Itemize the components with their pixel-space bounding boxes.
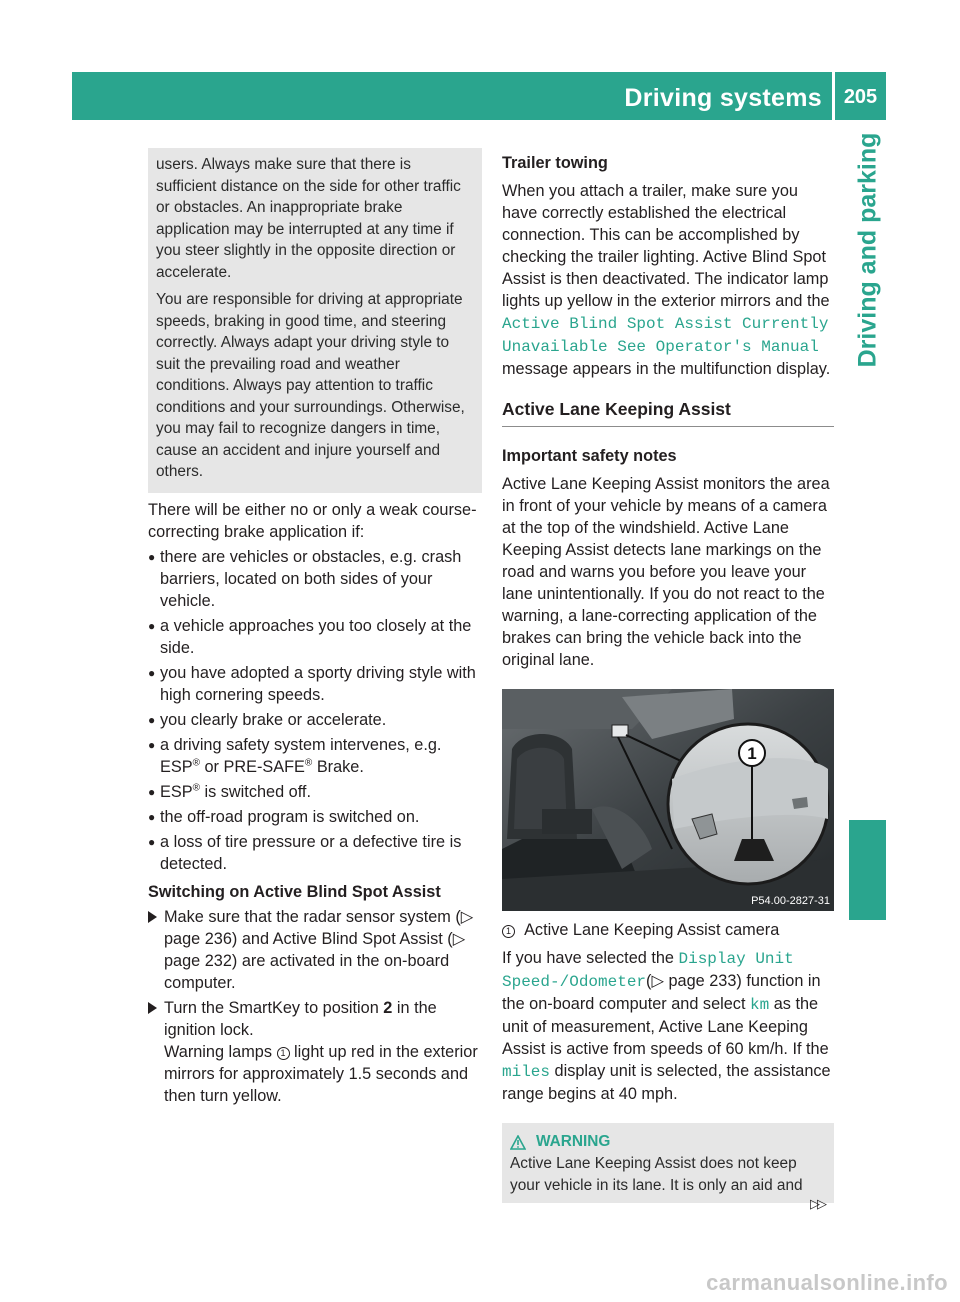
safety-notice-box — [148, 148, 482, 493]
list-item: ● there are vehicles or obstacles, e.g. crash barriers, located on both sides of your vehicle. — [148, 547, 462, 610]
list-item: ● the off-road program is switched on. — [148, 807, 420, 826]
camera-illustration — [502, 689, 834, 911]
units-paragraph: If you have selected the Display Unit Speed-/Odometer(▷ page 233) function in the on-board computer and select km as the unit of measurement, Active Lane Keeping Assist is active from speeds of 60 km/h. If the miles display unit is selected, the assistance range begins at 40 mph. — [502, 949, 831, 1103]
list-item: ● a loss of tire pressure or a defective tire is detected. — [148, 832, 462, 873]
callout-marker-icon: 1 — [277, 1047, 290, 1060]
callout-marker-icon: 1 — [502, 925, 515, 938]
bullet-icon: ● — [148, 549, 156, 564]
display-message: Active Blind Spot Assist Currently — [502, 315, 829, 333]
side-section-label: Driving and parking — [853, 132, 882, 368]
subsection-heading: Switching on Active Blind Spot Assist — [148, 882, 441, 901]
bullet-icon: ● — [148, 784, 156, 799]
bullet-icon: ● — [148, 834, 156, 849]
section-heading: Active Lane Keeping Assist — [502, 398, 834, 427]
display-message: Unavailable See Operator's Manual — [502, 338, 819, 356]
figure-caption: 1 Active Lane Keeping Assist camera — [502, 919, 834, 941]
left-column — [148, 148, 482, 1107]
subsection-heading: Trailer towing — [502, 154, 608, 172]
list-item: ● a driving safety system intervenes, e.g. ESP® or PRE-SAFE® Brake. — [148, 735, 442, 776]
list-item: ● ESP® is switched off. — [148, 782, 311, 801]
warning-heading: WARNING — [510, 1131, 826, 1153]
bullet-icon: ● — [148, 809, 156, 824]
trailer-paragraph: When you attach a trailer, make sure you have correctly established the electrical connection. This can be accomplished by checking the trailer lighting. Active Blind Spot Assist is then deactivated. The indicator lamp lights up yellow in the exterior mirrors and the Active Blind Spot Assist Currently Unavailable See Operator's Manual message appears in the multifunction display. — [502, 182, 831, 378]
list-item: ● a vehicle approaches you too closely at the side. — [148, 616, 472, 657]
bullet-icon: ● — [148, 712, 156, 727]
warning-triangle-icon — [510, 1135, 526, 1150]
intro-paragraph: There will be either no or only a weak course-correcting brake application if: — [148, 500, 477, 541]
page-title: Driving systems — [624, 84, 822, 112]
step-arrow-icon — [148, 911, 157, 923]
notice-paragraph: You are responsible for driving at appropriate speeds, braking in good time, and steering correctly. Always adapt your driving style to suit the prevailing road and weather conditions. Always pay attention to traffic conditions and your surroundings. Otherwise, you may fail to recognize dangers in time, cause an accident and injure yourself and others. — [156, 291, 465, 480]
right-column — [502, 152, 834, 1203]
side-tab-block — [849, 820, 886, 920]
notice-paragraph: users. Always make sure that there is sufficient distance on the side for other traffic or obstacles. An inappropriate brake application may be interrupted at any time if you steer slightly in the opposite direction or accelerate. — [156, 156, 461, 281]
bullet-icon: ● — [148, 665, 156, 680]
safety-paragraph: Active Lane Keeping Assist monitors the area in front of your vehicle by means of a camera at the top of the windshield. Active Lane Keeping Assist detects lane markings on the road and warns you before you leave your lane unintentionally. If you do not react to the warning, a lane-correcting application of the brakes can bring the vehicle back into the original lane. — [502, 475, 830, 669]
figure-marker: 1 — [747, 744, 757, 763]
warning-box — [502, 1123, 834, 1203]
list-item: ● you have adopted a sporty driving style with high cornering speeds. — [148, 663, 476, 704]
windshield-camera-icon — [502, 689, 834, 911]
continue-arrows-icon: ▷▷ — [810, 1196, 824, 1211]
page-number: 205 — [843, 86, 878, 108]
list-item: ● you clearly brake or accelerate. — [148, 710, 387, 729]
subsection-heading: Important safety notes — [502, 447, 677, 465]
instruction-step: Turn the SmartKey to position 2 in the ignition lock. Warning lamps 1 light up red in the exterior mirrors for approximately 1.5 seconds and then turn yellow. — [148, 997, 482, 1107]
step-arrow-icon — [148, 1002, 157, 1014]
watermark: carmanualsonline.info — [706, 1270, 948, 1295]
figure-code: P54.00-2827-31 — [751, 895, 830, 907]
warning-text: Active Lane Keeping Assist does not keep your vehicle in its lane. It is only an aid and — [510, 1155, 803, 1194]
instruction-step: Make sure that the radar sensor system (▷ page 236) and Active Blind Spot Assist (▷ page 232) are activated in the on-board computer. — [148, 906, 482, 994]
bullet-icon: ● — [148, 737, 156, 752]
bullet-icon: ● — [148, 618, 156, 633]
